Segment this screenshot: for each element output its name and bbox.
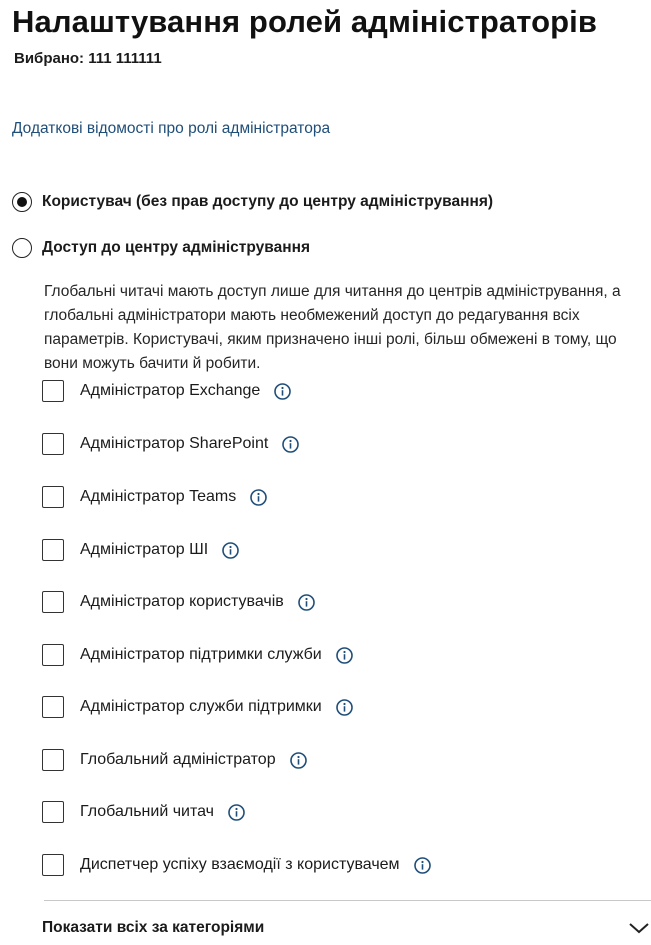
role-label: Адміністратор підтримки служби [80,646,322,663]
role-label: Адміністратор Exchange [80,382,261,399]
checkbox[interactable] [42,801,64,823]
role-checkbox-sharepoint-admin[interactable] [42,431,299,457]
role-checkbox-service-support-admin[interactable] [42,642,353,668]
radio-user-no-admin-access[interactable] [12,189,493,215]
info-icon[interactable] [228,804,245,821]
checkbox[interactable] [42,380,64,402]
radio-label: Доступ до центру адміністрування [42,239,310,256]
info-icon[interactable] [414,857,431,874]
checkbox[interactable] [42,539,64,561]
role-checkbox-ai-admin[interactable] [42,537,239,563]
radio-button[interactable] [12,238,32,258]
info-icon[interactable] [290,752,307,769]
radio-admin-center-access[interactable] [12,235,310,261]
checkbox[interactable] [42,854,64,876]
info-icon[interactable] [336,647,353,664]
role-label: Глобальний читач [80,803,215,820]
role-label: Адміністратор Teams [80,488,237,505]
role-checkbox-user-admin[interactable] [42,589,315,615]
role-checkbox-global-admin[interactable] [42,747,307,773]
role-checkbox-teams-admin[interactable] [42,484,267,510]
radio-selected-dot [17,197,27,207]
role-label: Адміністратор користувачів [80,593,284,610]
page-title: Налаштування ролей адміністраторів [12,4,598,39]
role-label: Адміністратор SharePoint [80,435,269,452]
role-checkbox-global-reader[interactable] [42,799,245,825]
selected-user-label: Вибрано: 111 111111 [14,50,162,67]
roles-description: Глобальні читачі мають доступ лише для читання до центрів адміністрування, а глобальні адміністратори мають необмежений доступ до редагування всіх параметрів. Користувачі, яким призначено інші ролі, більш обмежені в тому, що вони можуть бачити й робити. [44,283,621,372]
role-label: Адміністратор служби підтримки [80,698,322,715]
info-icon[interactable] [274,383,291,400]
role-checkbox-user-experience-success-manager[interactable] [42,852,431,878]
role-label: Адміністратор ШІ [80,541,209,558]
role-label: Диспетчер успіху взаємодії з користувачем [80,856,400,873]
info-icon[interactable] [298,594,315,611]
checkbox[interactable] [42,644,64,666]
role-label: Глобальний адміністратор [80,751,276,768]
info-icon[interactable] [250,489,267,506]
checkbox[interactable] [42,486,64,508]
show-all-label: Показати всіх за категоріями [42,919,265,936]
role-checkbox-exchange-admin[interactable] [42,378,291,404]
info-icon[interactable] [336,699,353,716]
chevron-down-icon[interactable] [628,921,650,935]
checkbox[interactable] [42,696,64,718]
radio-label: Користувач (без прав доступу до центру адміністрування) [42,193,494,210]
admin-roles-info-link[interactable]: Додаткові відомості про ролі адміністратора [12,120,331,137]
divider [44,900,651,901]
info-icon[interactable] [222,542,239,559]
radio-button-selected[interactable] [12,192,32,212]
checkbox[interactable] [42,591,64,613]
checkbox[interactable] [42,749,64,771]
role-checkbox-helpdesk-admin[interactable] [42,694,353,720]
checkbox[interactable] [42,433,64,455]
info-icon[interactable] [282,436,299,453]
show-all-by-category-toggle[interactable] [42,916,651,940]
